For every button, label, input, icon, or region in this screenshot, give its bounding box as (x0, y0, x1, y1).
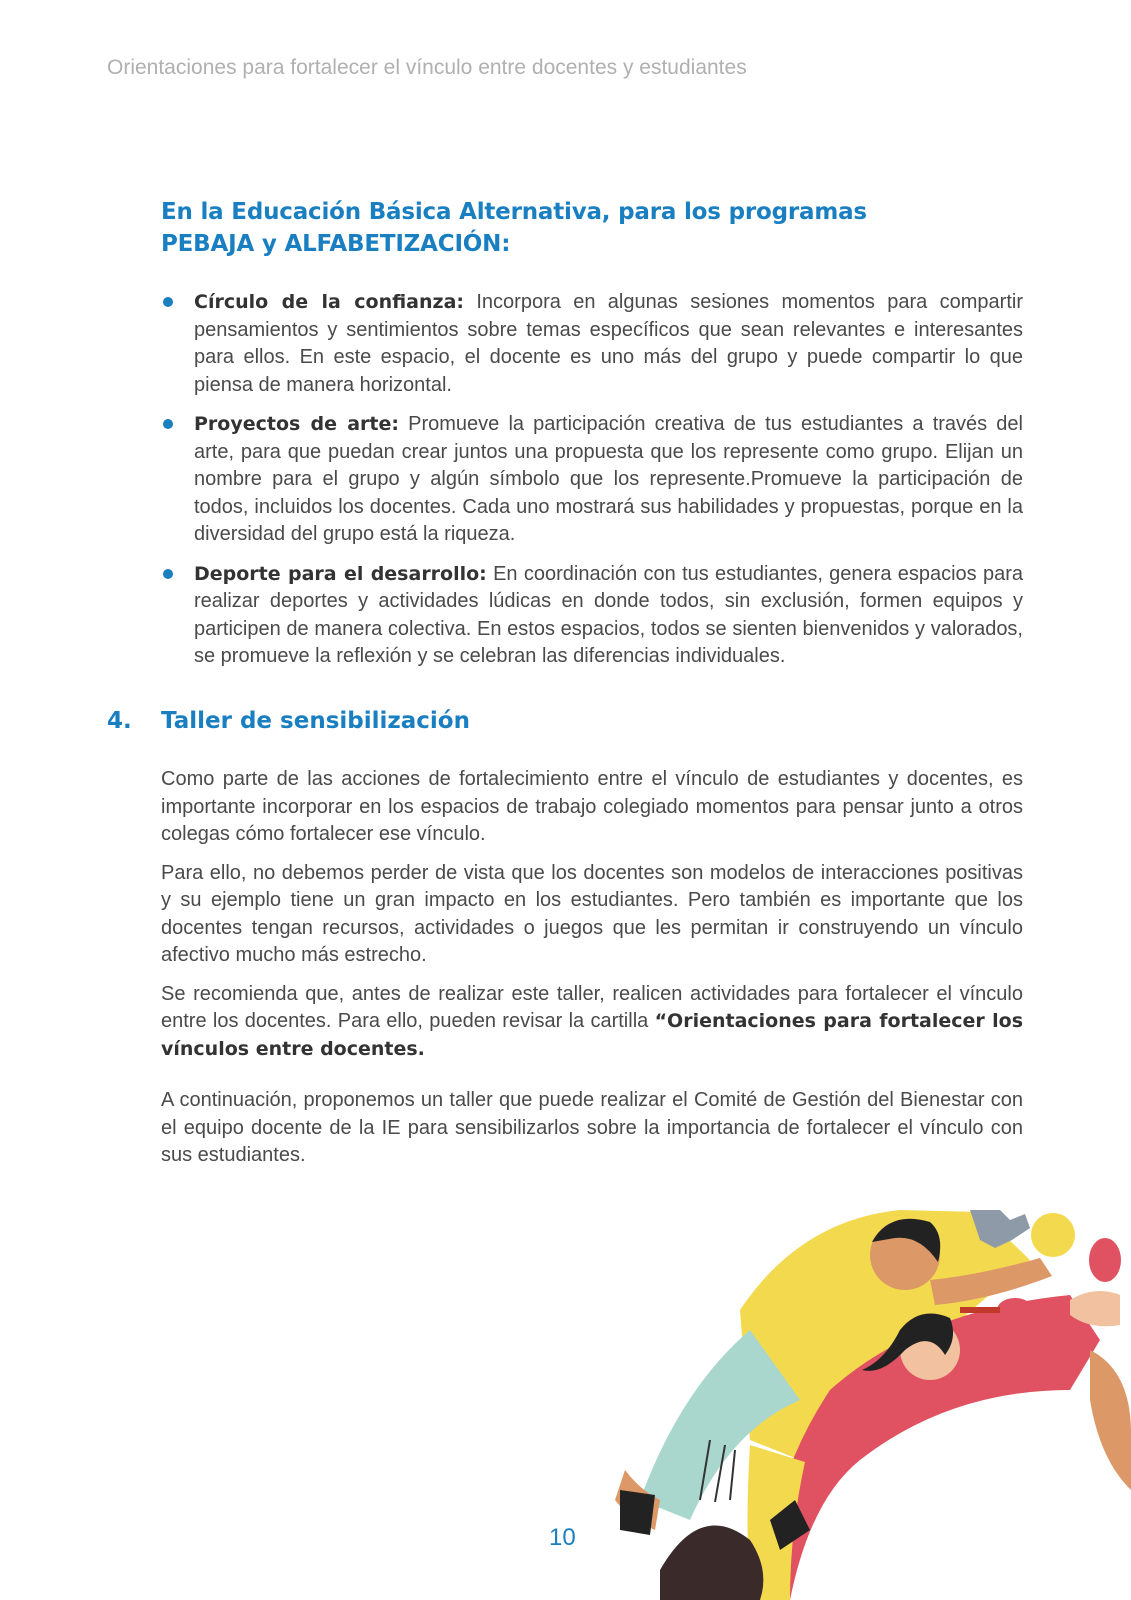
section-number: 4. (107, 708, 132, 734)
section-title-line2: PEBAJA y ALFABETIZACIÓN: (161, 231, 511, 257)
section-heading-4 (107, 708, 470, 734)
bullet-term: Círculo de la confianza: (194, 291, 464, 313)
paragraph-text: Se recomienda que, antes de realizar este taller, realicen actividades para fortalecer el vínculo entre los docentes. Para ello, pueden revisar la cartilla (161, 982, 1023, 1032)
bullet-text: Incorpora en algunas sesiones momentos para compartir pensamientos y sentimientos sobre temas específicos que sean relevantes e interesantes para ellos. En este espacio, el docente es uno más del grupo y puede compartir lo que piensa de manera horizontal. (194, 291, 1023, 396)
paragraph: A continuación, proponemos un taller que puede realizar el Comité de Gestión del Bienestar con el equipo docente de la IE para sensibilizarlos sobre la importancia de fortalecer el vínculo con sus estudiantes. (161, 1089, 1023, 1166)
page-number: 10 (549, 1524, 576, 1551)
bullet-dot-icon (163, 419, 173, 429)
bullet-dot-icon (163, 297, 173, 307)
running-header: Orientaciones para fortalecer el vínculo entre docentes y estudiantes (107, 56, 747, 79)
bullet-term: Deporte para el desarrollo: (194, 562, 487, 585)
cartilla-reference: “Orientaciones para fortalecer los vínculos entre docentes. (161, 1010, 1024, 1060)
paragraph (161, 981, 1023, 1064)
section-heading-title: Taller de sensibilización (161, 708, 470, 734)
bullet-item (161, 561, 1023, 671)
section-title (161, 196, 921, 260)
section-title-line1: En la Educación Básica Alternativa, para los programas (161, 199, 867, 225)
bullet-dot-icon (163, 569, 173, 579)
paragraph: Como parte de las acciones de fortalecimiento entre el vínculo de estudiantes y docentes, es importante incorporar en los espacios de trabajo colegiado momentos para pensar junto a otros colegas cómo fortalecer ese vínculo. (161, 768, 1023, 845)
bullet-term: Proyectos de arte: (194, 413, 399, 435)
bullet-text: En coordinación con tus estudiantes, genera espacios para realizar deportes y actividades lúdicas en donde todos, sin exclusión, formen equipos y participen de manera colectiva. En estos espacios, todos se sienten bienvenidos y valorados, se promueve la reflexión y se celebran las diferencias individuales. (194, 562, 1023, 667)
program-bullet-list (161, 289, 1023, 683)
bullet-item (161, 411, 1023, 549)
bullet-item (161, 289, 1023, 399)
body-text (161, 766, 1023, 1181)
bullet-text: Promueve la participación creativa de tus estudiantes a través del arte, para que puedan crear juntos una propuesta que los represente como grupo. Elijan un nombre para el grupo y algún símbolo que los represente.Promueve la participación de todos, incluidos los docentes. Cada uno mostrará sus habilidades y propuestas, porque en la diversidad del grupo está la riqueza. (194, 413, 1023, 545)
students-circle-illustration-icon (600, 1200, 1131, 1600)
paragraph: Para ello, no debemos perder de vista que los docentes son modelos de interacciones positivas y su ejemplo tiene un gran impacto en los estudiantes. Pero también es importante que los docentes tengan recursos, actividades o juegos que les permitan ir construyendo un vínculo afectivo mucho más estrecho. (161, 861, 1023, 966)
